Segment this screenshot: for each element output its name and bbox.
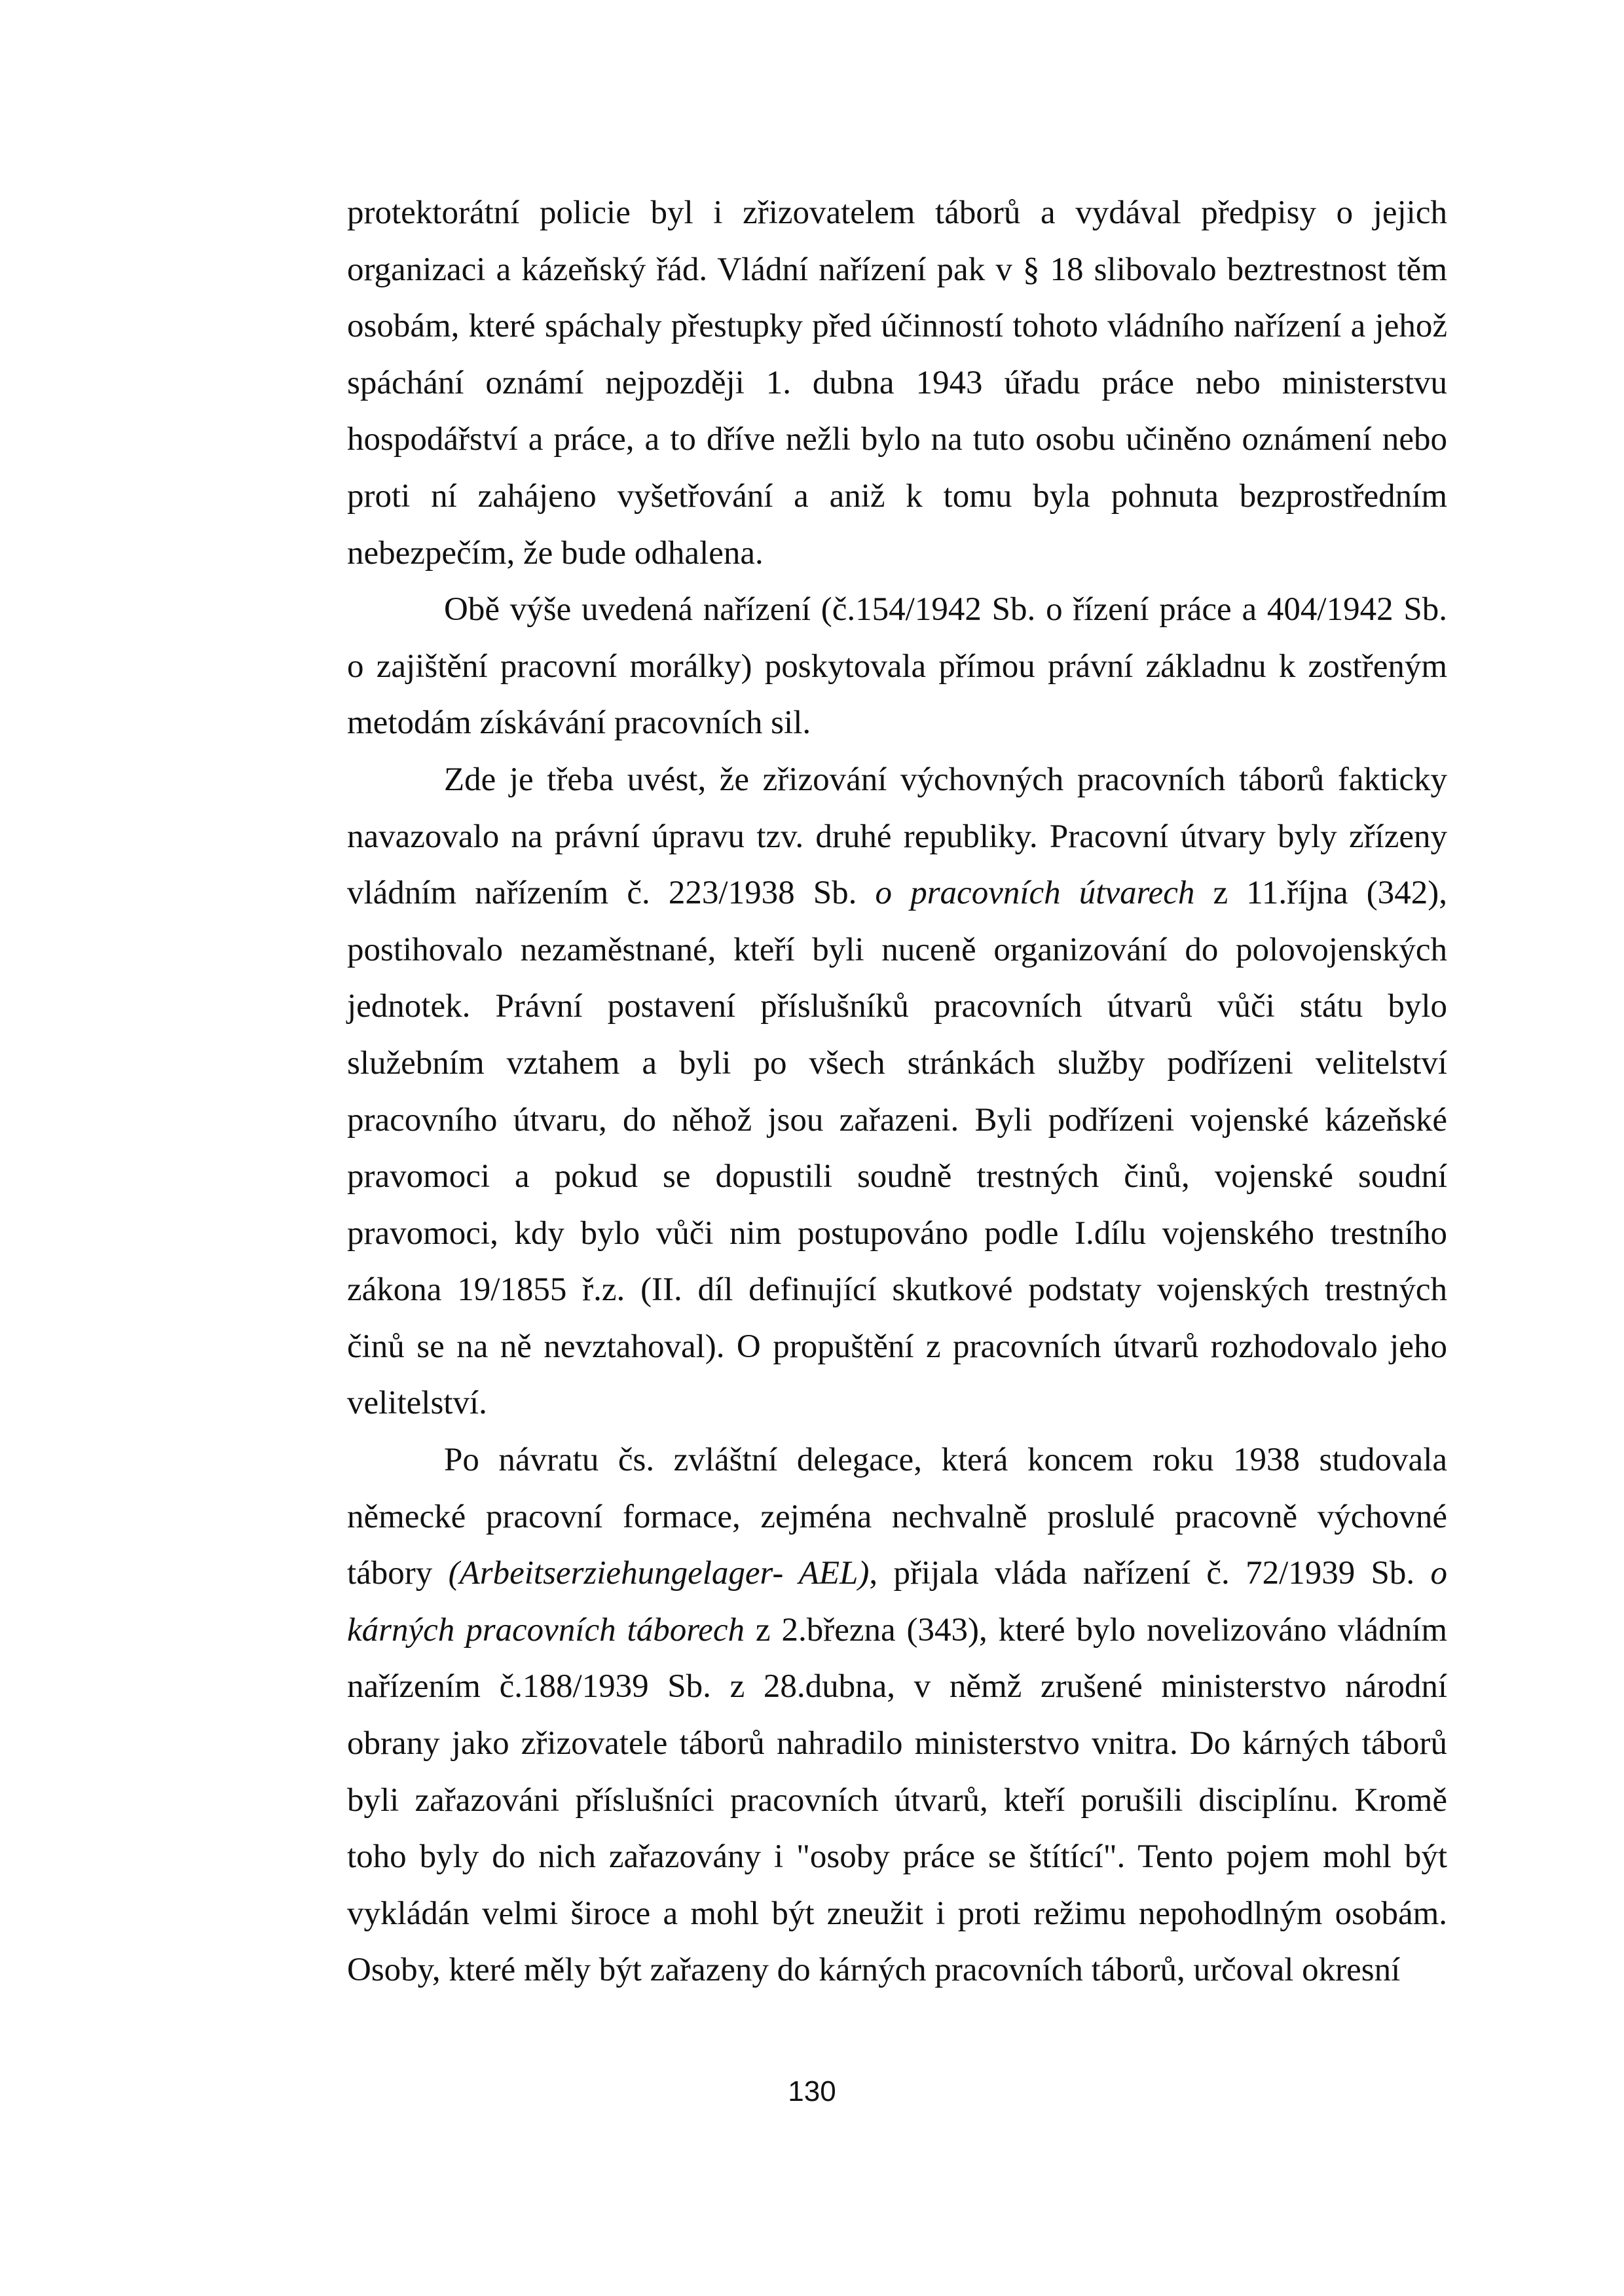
paragraph-4-italic-title: o kárných pracovních táborech <box>347 1555 1447 1649</box>
paragraph-1-text: protektorátní policie byl i zřizovatelem táborů a vydával předpisy o jejich organizaci a kázeňský řád. Vládní nařízení pak v § 18 slibovalo beztrestnost těm osobám, které spáchaly přestupky před účinností tohoto vládního nařízení a jehož spáchání oznámí nejpozději 1. dubna 1943 úřadu práce nebo ministerstvu hospodářství a práce, a to dříve nežli bylo na tuto osobu učiněno oznámení nebo proti ní zahájeno vyšetřování a aniž k tomu byla pohnuta bezprostředním nebezpečím, že bude odhalena. <box>347 194 1447 572</box>
paragraph-2 <box>347 581 1447 752</box>
paragraph-1 <box>347 185 1447 581</box>
paragraph-3 <box>347 752 1447 1432</box>
body-text <box>347 185 1447 1999</box>
paragraph-4-text-c: z 2.března (343), které bylo novelizováno vládním nařízením č.188/1939 Sb. z 28.dubna, v němž zrušené ministerstvo národní obrany jako zřizovatele táborů nahradilo ministerstvo vnitra. Do kárných táborů byli zařazováni příslušníci pracovních útvarů, kteří porušili disciplínu. Kromě toho byly do nich zařazovány i "osoby práce se štítící". Tento pojem mohl být vykládán velmi široce a mohl být zneužit i proti režimu nepohodlným osobám. Osoby, které měly být zařazeny do kárných pracovních táborů, určoval okresní <box>347 1611 1447 1989</box>
paragraph-3-italic-title: o pracovních útvarech <box>875 875 1195 912</box>
paragraph-3-text-a: Zde je třeba uvést, že zřizování výchovných pracovních táborů fakticky navazovalo na právní úpravu tzv. druhé republiky. Pracovní útvary byly zřízeny vládním nařízením č. 223/1938 Sb. <box>347 761 1447 912</box>
paragraph-2-text: Obě výše uvedená nařízení (č.154/1942 Sb. o řízení práce a 404/1942 Sb. o zajištění pracovní morálky) poskytovala přímou právní základnu k zostřeným metodám získávání pracovních sil. <box>347 591 1447 742</box>
paragraph-3-text-b: z 11.října (342), postihovalo nezaměstnané, kteří byli nuceně organizování do polovojenských jednotek. Právní postavení příslušníků pracovních útvarů vůči státu bylo služebním vztahem a byli po všech stránkách služby podřízeni velitelství pracovního útvaru, do něhož jsou zařazeni. Byli podřízeni vojenské kázeňské pravomoci a pokud se dopustili soudně trestných činů, vojenské soudní pravomoci, kdy bylo vůči nim postupováno podle I.dílu vojenského trestního zákona 19/1855 ř.z. (II. díl definující skutkové podstaty vojenských trestných činů se na ně nevztahoval). O propuštění z pracovních útvarů rozhodovalo jeho velitelství. <box>347 875 1448 1422</box>
paragraph-4-text-a: Po návratu čs. zvláštní delegace, která koncem roku 1938 studovala německé pracovní formace, zejména nechvalně proslulé pracovně výchovné tábory <box>347 1442 1447 1592</box>
paragraph-4-italic-term: (Arbeitserziehungelager- AEL) <box>448 1555 870 1592</box>
paragraph-4 <box>347 1432 1447 1999</box>
page-number: 130 <box>788 2075 836 2107</box>
paragraph-4-text-b: , přijala vláda nařízení č. 72/1939 Sb. <box>869 1555 1431 1592</box>
